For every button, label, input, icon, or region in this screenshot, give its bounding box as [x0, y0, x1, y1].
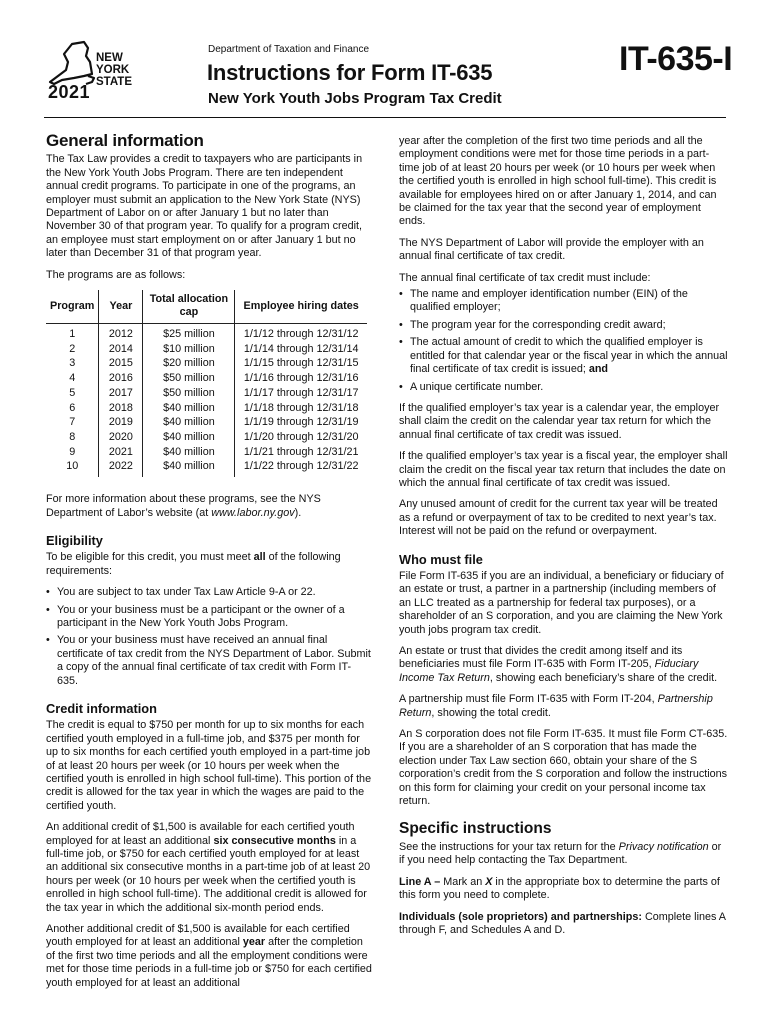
left-column — [46, 130, 372, 998]
who-p3-text-end: , showing the total credit. — [431, 706, 551, 719]
privacy-notification-ref: Privacy notification — [618, 840, 709, 853]
cell-program: 1 — [69, 328, 76, 341]
col-header-allocation: Total allocation cap — [143, 290, 235, 324]
logo-state-text: NEW YORK STATE — [96, 52, 132, 88]
cell-program: 9 — [69, 445, 76, 458]
individuals-text: Complete lines A through F, and Schedules A and D. — [399, 910, 726, 936]
spec-p1-text: See the instructions for your tax return for the — [399, 840, 619, 853]
cell-hiring-dates: 1/1/22 through 12/31/22 — [235, 459, 367, 477]
line-a-x-mark: X — [485, 875, 493, 888]
cell-program: 8 — [69, 430, 76, 443]
header-divider — [44, 117, 726, 118]
cell-program: 6 — [69, 401, 76, 414]
credit-p2-emphasis: six consecutive months — [213, 834, 336, 847]
table-row — [46, 430, 367, 445]
cell-allocation: $40 million — [143, 445, 235, 460]
right-column — [399, 135, 729, 945]
cell-program: 2 — [69, 342, 76, 355]
credit-paragraph-1: The credit is equal to $750 per month for up to six months for each certified youth employed in a full-time job, and $375 per month for up to six months for each certified youth employed in a part-time job of at least 20 hours per week (or 10 hours per week when the certified youth is enrolled in high school full-time). This portion of the credit is allowed for the tax year in which the wages are paid to the certified youth. — [46, 719, 372, 812]
certificate-list — [399, 288, 729, 394]
eligibility-intro-emphasis: all — [253, 551, 266, 564]
line-a-label: Line A – — [399, 875, 441, 888]
cell-year: 2012 — [99, 324, 143, 342]
cell-allocation: $40 million — [143, 459, 235, 477]
certificate-intro: The annual final certificate of tax credit must include: — [399, 271, 651, 284]
credit-paragraph-2 — [46, 821, 372, 915]
cell-allocation: $10 million — [143, 342, 235, 357]
cell-program: 7 — [69, 416, 76, 429]
cell-hiring-dates: 1/1/15 through 12/31/15 — [235, 356, 367, 371]
cell-hiring-dates: 1/1/18 through 12/31/18 — [235, 401, 367, 416]
cell-hiring-dates: 1/1/12 through 12/31/12 — [235, 324, 367, 342]
cell-allocation: $50 million — [143, 386, 235, 401]
who-must-file-heading: Who must file — [399, 551, 483, 567]
cell-year: 2019 — [99, 415, 143, 430]
line-a-paragraph — [399, 876, 729, 903]
who-paragraph-2 — [399, 645, 729, 685]
cell-year: 2017 — [99, 386, 143, 401]
table-header-row — [46, 290, 367, 324]
form-id: IT-635-I — [619, 40, 733, 78]
cell-hiring-dates: 1/1/20 through 12/31/20 — [235, 430, 367, 445]
cell-allocation: $20 million — [143, 356, 235, 371]
table-row — [46, 386, 367, 401]
credit-info-heading: Credit information — [46, 700, 157, 716]
list-item-text: The actual amount of credit to which the qualified employer is entitled for that calendar year or the fiscal year in which the annual final certificate of tax credit is issued; — [410, 336, 728, 376]
col-header-year: Year — [99, 290, 143, 324]
fiscal-year-paragraph: If the qualified employer’s tax year is a fiscal year, the employer shall claim the credit on the fiscal year tax return that includes the date on which the annual final certificate of tax credit was issued. — [399, 450, 728, 489]
specific-instructions-heading: Specific instructions — [399, 820, 552, 838]
cell-hiring-dates: 1/1/14 through 12/31/14 — [235, 342, 367, 357]
continued-paragraph: year after the completion of the first two time periods and all the employment conditions were met for those time periods in a part-time job of at least 20 hours per week (or 10 hours per week when the certified youth is enrolled in high school full-time). This credit is available for employees hired on or after January 1, 2014, and can be claimed for the tax year that the second year of employment ends. — [399, 135, 717, 228]
list-item: • The name and employer identification number (EIN) of the qualified employer; — [399, 288, 729, 315]
list-item-and: and — [588, 363, 609, 376]
cell-hiring-dates: 1/1/19 through 12/31/19 — [235, 415, 367, 430]
credit-p3-text: Another additional credit of $1,500 is available for each certified youth employed for at least an additional — [46, 923, 350, 949]
cell-program: 4 — [69, 372, 76, 385]
who-paragraph-1: File Form IT-635 if you are an individual, a beneficiary or fiduciary of an estate or trust, a partner in a partnership (including members of an LLC treated as a partnership for federal tax purposes), or a shareholder of an S corporation, and you are claiming the New York youth jobs program tax credit. — [399, 569, 724, 636]
cell-year: 2014 — [99, 342, 143, 357]
who-paragraph-4: An S corporation does not file Form IT-635. It must file Form CT-635. If you are a shareholder of an S corporation that has made the election under Tax Law section 660, obtain your share of the S corporation’s credit from the S corporation and follow the instructions on this form for claiming your credit on your personal income tax return. — [399, 728, 728, 808]
individuals-paragraph — [399, 911, 729, 938]
list-item: • The program year for the corresponding credit award; — [399, 319, 729, 332]
eligibility-intro — [46, 551, 372, 578]
programs-table — [46, 290, 367, 477]
who-p2-text: An estate or trust that divides the credit among itself and its beneficiaries must file Form IT-635 with Form IT-205, — [399, 645, 683, 671]
table-row — [46, 401, 367, 416]
nys-logo — [44, 40, 144, 100]
general-info-heading: General information — [46, 131, 204, 150]
dol-paragraph: The NYS Department of Labor will provide the employer with an annual final certificate of tax credit. — [399, 236, 704, 263]
list-item: • A unique certificate number. — [399, 381, 729, 394]
list-item: • You are subject to tax under Tax Law Article 9-A or 22. — [46, 586, 372, 599]
cell-program: 5 — [69, 386, 76, 399]
who-paragraph-3 — [399, 693, 729, 720]
cell-year: 2018 — [99, 401, 143, 416]
who-p2-form-name: Fiduciary Income Tax Return — [399, 658, 699, 684]
eligibility-intro-text-end: of the following requirements: — [46, 551, 341, 577]
more-info-text: For more information about these programs, see the NYS Department of Labor’s website (at — [46, 493, 321, 519]
cell-hiring-dates: 1/1/21 through 12/31/21 — [235, 445, 367, 460]
table-row — [46, 445, 367, 460]
credit-p3-text-end: after the completion of the first two time periods and all the employment conditions were met for those time periods in a full-time job or $750 for each certified youth employed for at least an additional — [46, 936, 372, 989]
list-item: • You or your business must be a participant or the owner of a participant in the New York Youth Jobs Program. — [46, 604, 372, 631]
spec-p1-text-end: or if you need help contacting the Tax Department. — [399, 840, 722, 867]
individuals-label: Individuals (sole proprietors) and partnerships: — [399, 910, 642, 923]
line-a-text: Mark an — [440, 875, 486, 888]
eligibility-intro-text: To be eligible for this credit, you must meet — [46, 551, 254, 564]
cell-hiring-dates: 1/1/17 through 12/31/17 — [235, 386, 367, 401]
who-p3-text: A partnership must file Form IT-635 with Form IT-204, — [399, 693, 658, 706]
logo-year: 2021 — [48, 82, 91, 102]
cell-allocation: $40 million — [143, 430, 235, 445]
cell-allocation: $50 million — [143, 371, 235, 386]
who-p3-form-name: Partnership Return — [399, 693, 713, 719]
page-subtitle: New York Youth Jobs Program Tax Credit — [208, 90, 502, 107]
cell-program: 3 — [69, 357, 76, 370]
col-header-hiring-dates: Employee hiring dates — [235, 290, 367, 324]
table-row — [46, 371, 367, 386]
department-name: Department of Taxation and Finance — [208, 44, 370, 55]
cell-year: 2020 — [99, 430, 143, 445]
table-row — [46, 324, 367, 342]
table-row — [46, 342, 367, 357]
line-a-text-end: in the appropriate box to determine the parts of this form you need to complete. — [399, 875, 720, 902]
cell-year: 2016 — [99, 371, 143, 386]
list-item: • You or your business must have received an annual final certificate of tax credit from the NYS Department of Labor. Submit a copy of the annual final certificate of tax credit with Form IT-635. — [46, 634, 372, 688]
credit-p2-text: An additional credit of $1,500 is available for each certified youth employed for at least an additional — [46, 821, 355, 847]
col-header-program: Program — [46, 290, 99, 324]
cell-hiring-dates: 1/1/16 through 12/31/16 — [235, 371, 367, 386]
more-info-end: ). — [294, 506, 302, 519]
list-item — [399, 336, 729, 376]
credit-p2-text-end: in a full-time job, or $750 for each certified youth employed for at least an additional six consecutive months in a part-time job of at least 20 hours per week (or 10 hours per week when the certified youth is enrolled in high school full-time). The additional credit is allowed for the tax year in which the additional six-month period ends. — [46, 834, 371, 914]
cell-allocation: $40 million — [143, 415, 235, 430]
cell-program: 10 — [66, 460, 79, 473]
credit-paragraph-3 — [46, 923, 372, 990]
programs-table-body — [46, 324, 367, 478]
cell-year: 2015 — [99, 356, 143, 371]
eligibility-heading: Eligibility — [46, 532, 103, 548]
cell-year: 2022 — [99, 459, 143, 477]
who-p2-text-end: , showing each beneficiary’s share of the credit. — [489, 671, 718, 684]
more-info-paragraph — [46, 493, 372, 520]
cell-allocation: $25 million — [143, 324, 235, 342]
cell-allocation: $40 million — [143, 401, 235, 416]
table-row — [46, 459, 367, 477]
labor-website-link[interactable]: www.labor.ny.gov — [211, 506, 295, 519]
calendar-year-paragraph: If the qualified employer’s tax year is a calendar year, the employer shall claim the credit on the calendar year tax return for which the annual final certificate of tax credit was issued. — [399, 401, 720, 441]
table-row — [46, 415, 367, 430]
unused-credit-paragraph: Any unused amount of credit for the current tax year will be treated as a refund or overpayment of tax to be credited to next year’s tax. Interest will not be paid on the refund or overpayment. — [399, 498, 718, 538]
table-row — [46, 356, 367, 371]
programs-intro: The programs are as follows: — [46, 268, 186, 281]
eligibility-list — [46, 586, 372, 688]
page-title: Instructions for Form IT-635 — [207, 60, 493, 85]
credit-p3-emphasis: year — [242, 936, 266, 949]
specific-paragraph-1 — [399, 841, 729, 868]
cell-year: 2021 — [99, 445, 143, 460]
general-info-paragraph: The Tax Law provides a credit to taxpayers who are participants in the New York Youth Jobs Program. There are ten independent annual credit programs. To participate in one of the programs, an employer must submit an application to the New York State (NYS) Department of Labor on or after January 1 but no later than November 30 of that program year. To qualify for a program credit, an employee must start employment on or after January 1 but no later than December 31 of that program year. — [46, 153, 363, 260]
